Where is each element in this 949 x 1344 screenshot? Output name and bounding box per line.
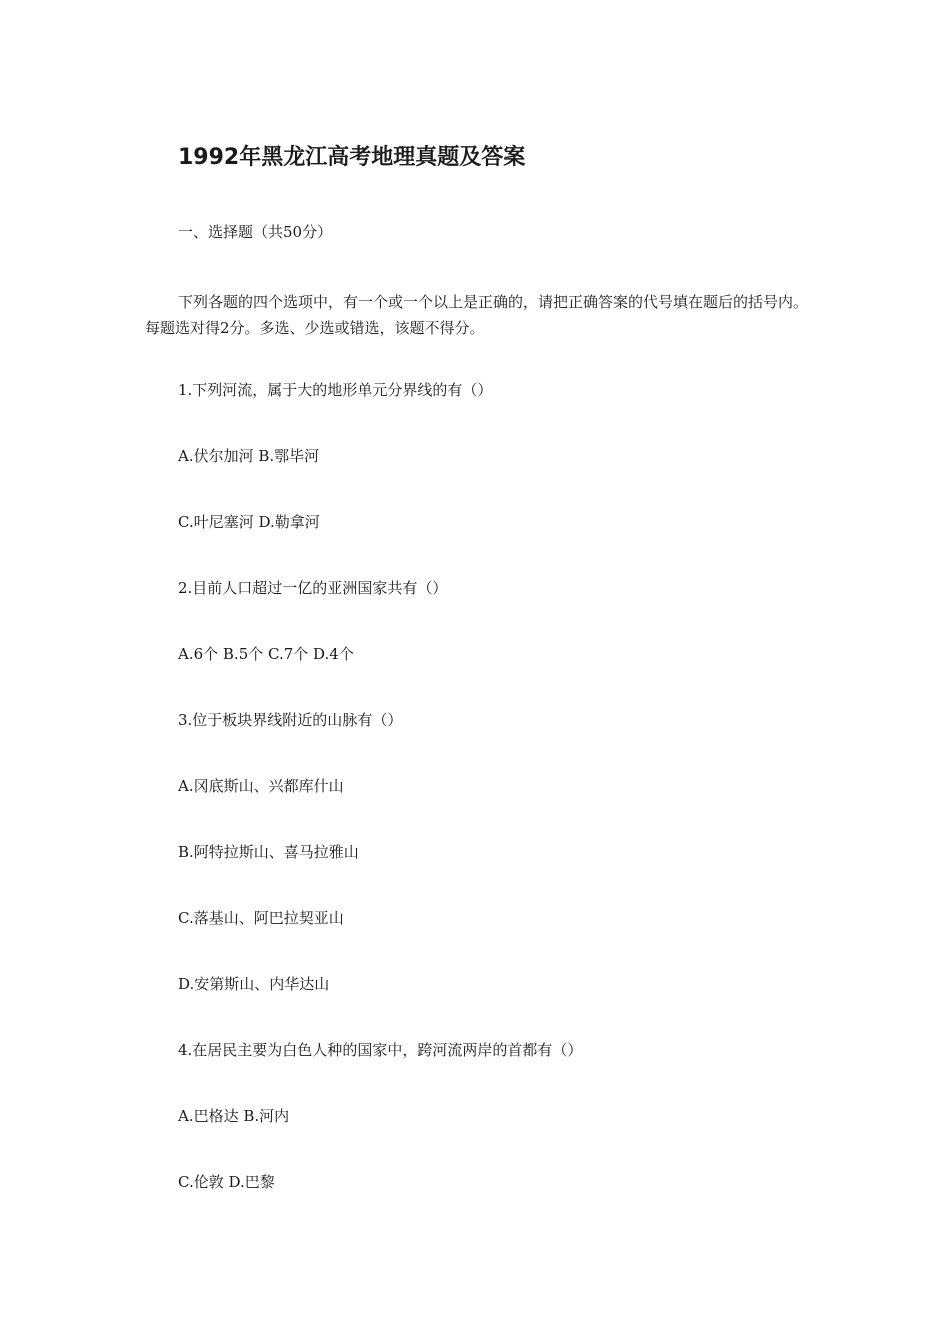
question-4: 4.在居民主要为白色人种的国家中，跨河流两岸的首都有（） <box>178 1041 583 1059</box>
instructions-paragraph: 下列各题的四个选项中，有一个或一个以上是正确的，请把正确答案的代号填在题后的括号内。每题选对得2分。多选、少选或错选，该题不得分。 <box>145 293 809 337</box>
question-2: 2.目前人口超过一亿的亚洲国家共有（） <box>178 579 448 597</box>
question-4-options-cd: C.伦敦 D.巴黎 <box>178 1173 275 1191</box>
question-3-option-c: C.落基山、阿巴拉契亚山 <box>178 909 344 927</box>
question-2-options: A.6个 B.5个 C.7个 D.4个 <box>178 645 354 663</box>
section-heading: 一、选择题（共50分） <box>178 223 333 241</box>
question-1-options-cd: C.叶尼塞河 D.勒拿河 <box>178 513 320 531</box>
question-3-option-d: D.安第斯山、内华达山 <box>178 975 330 993</box>
question-4-options-ab: A.巴格达 B.河内 <box>178 1107 290 1125</box>
question-3-option-a: A.冈底斯山、兴都库什山 <box>178 777 344 795</box>
question-3-option-b: B.阿特拉斯山、喜马拉雅山 <box>178 843 359 861</box>
question-1: 1.下列河流，属于大的地形单元分界线的有（） <box>178 381 493 399</box>
question-1-options-ab: A.伏尔加河 B.鄂毕河 <box>178 447 320 465</box>
page-title: 1992年黑龙江高考地理真题及答案 <box>178 145 526 170</box>
question-3: 3.位于板块界线附近的山脉有（） <box>178 711 403 729</box>
